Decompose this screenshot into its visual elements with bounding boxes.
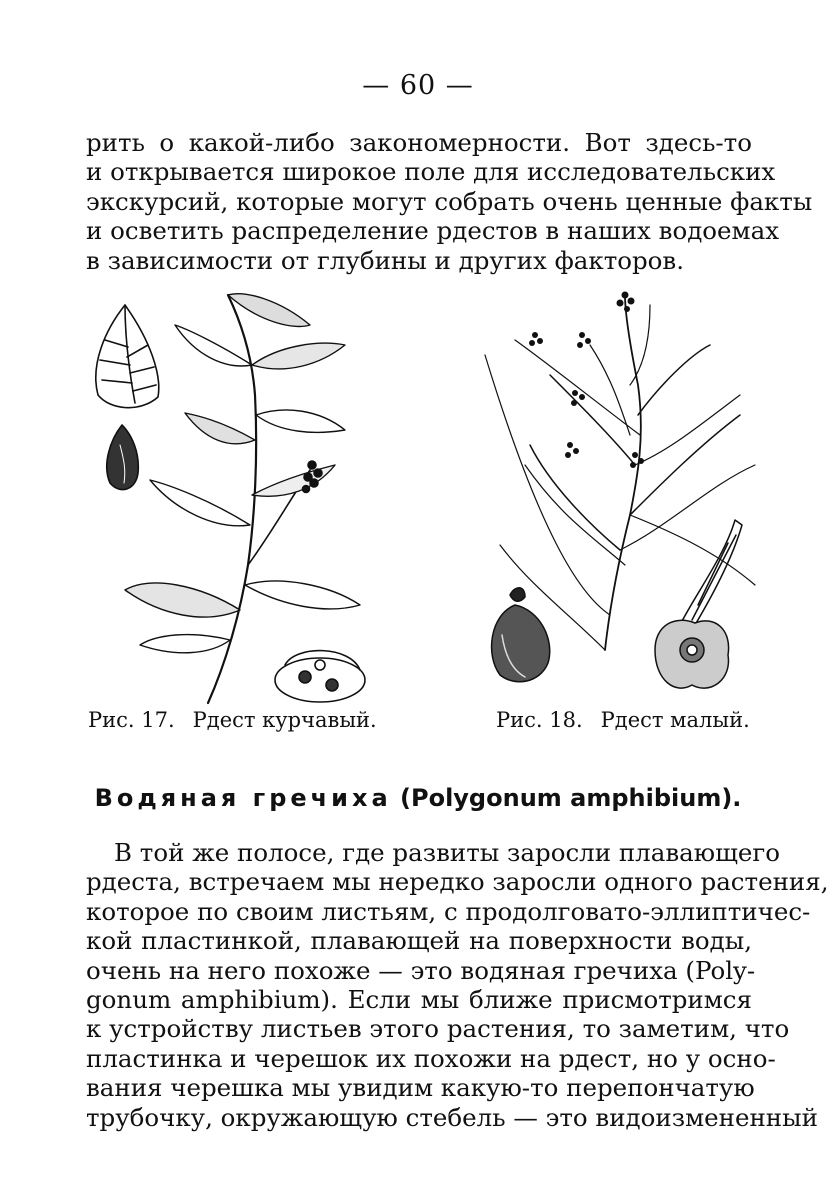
- text-line: трубочку, окружающую стебель — это видоизмененный: [86, 1102, 818, 1132]
- seed-drawing: [492, 588, 550, 682]
- section-heading: [0, 784, 836, 812]
- text-line: экскурсий, которые могут собрать очень ценные факты: [86, 186, 813, 216]
- text-line: gonum amphibium). Если мы ближе присмотримся: [86, 985, 752, 1015]
- paragraph-1: [86, 128, 813, 275]
- page-number: — 60 —: [362, 70, 474, 101]
- text-line: вания черешка мы увидим какую-то перепончатую: [86, 1073, 755, 1103]
- figure-18-number: Рис. 18.: [496, 708, 583, 732]
- figure-17-title: Рдест курчавый.: [192, 708, 377, 732]
- text-line: очень на него похоже — это водяная гречиха (Poly-: [86, 955, 756, 985]
- figure-17-caption: [88, 708, 377, 732]
- flower-spike: [303, 461, 323, 493]
- text-line: которое по своим листьям, с продолговато-эллиптичес-: [86, 896, 811, 926]
- paragraph-2: [86, 838, 829, 1132]
- leaf-tip-detail-drawing: [680, 520, 742, 630]
- flower-detail-drawing: [655, 620, 729, 688]
- text-line: рдеста, встречаем мы нередко заросли одного растения,: [86, 867, 829, 897]
- text-line: в зависимости от глубины и других факторов.: [86, 245, 685, 275]
- text-line: кой пластинкой, плавающей на поверхности воды,: [86, 926, 752, 956]
- figure-18-title: Рдест малый.: [600, 708, 750, 732]
- figure-17-illustration: [80, 285, 380, 710]
- text-line: и осветить распределение рдестов в наших водоемах: [86, 216, 780, 246]
- text-line: рить о какой-либо закономерности. Вот здесь-то: [86, 128, 752, 157]
- figure-18-illustration: [470, 285, 760, 710]
- leaf-detail-drawing: [96, 305, 159, 408]
- text-line: пластинка и черешок их похожи на рдест, но у осно-: [86, 1043, 776, 1073]
- figure-17-number: Рис. 17.: [88, 708, 175, 732]
- text-line: и открывается широкое поле для исследовательских: [86, 157, 776, 187]
- seed-drawing: [107, 425, 139, 490]
- text-line: к устройству листьев этого растения, то заметим, что: [86, 1014, 790, 1044]
- linear-leaves: [485, 305, 755, 650]
- section-heading-title: Водяная гречиха: [94, 784, 392, 812]
- text-line: В той же полосе, где развиты заросли плавающего: [114, 838, 780, 867]
- section-heading-latin: (Polygonum amphibium).: [400, 784, 742, 812]
- figure-18-caption: [496, 708, 750, 732]
- flower-detail-drawing: [275, 651, 365, 702]
